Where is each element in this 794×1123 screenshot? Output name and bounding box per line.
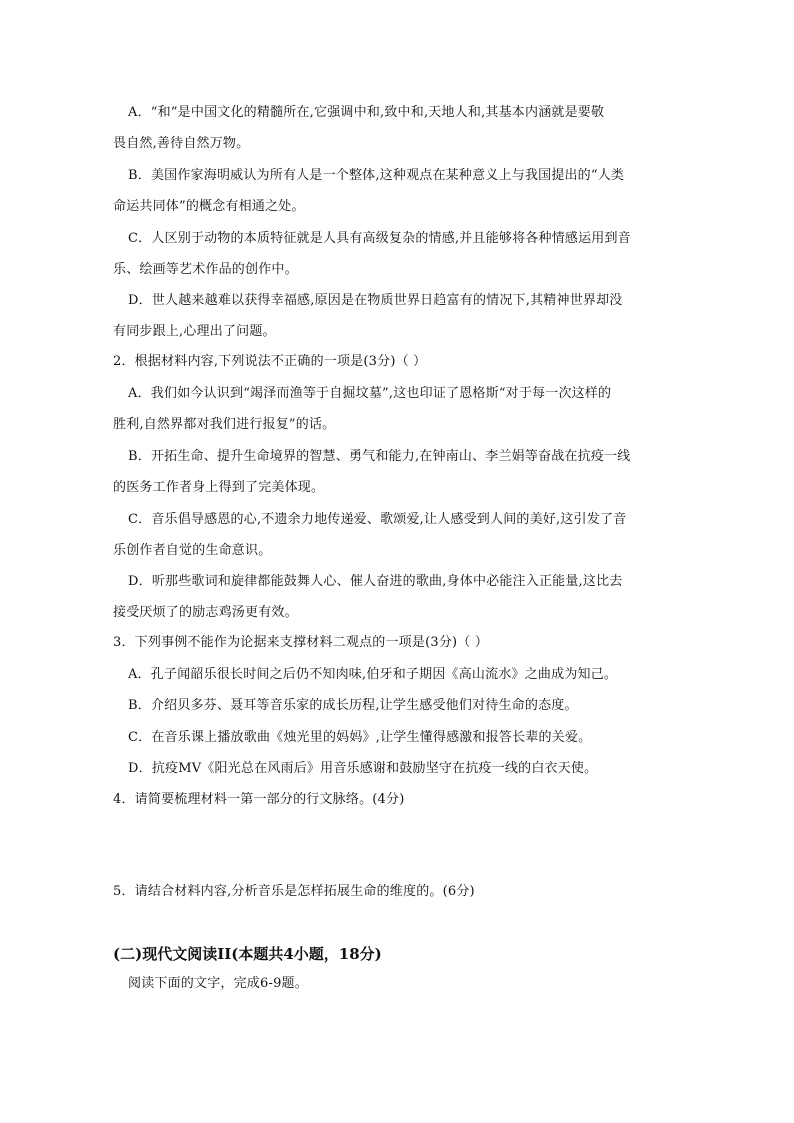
q2-stem: 2．根据材料内容,下列说法不正确的一项是(3分)（ ）	[113, 354, 427, 369]
q3-stem: 3．下列事例不能作为论据来支撑材料二观点的一项是(3分)（ ）	[113, 635, 489, 650]
section-heading: (二)现代文阅读II(本题共4小题，18分)	[113, 945, 382, 963]
q1-option-b-line1: B．美国作家海明威认为所有人是一个整体,这种观点在某种意义上与我国提出的“人类	[128, 168, 625, 183]
q2-option-c-line2: 乐创作者自觉的生命意识。	[113, 543, 272, 558]
q2-option-d-line2: 接受厌烦了的励志鸡汤更有效。	[113, 605, 298, 620]
q4-stem: 4．请简要梳理材料一第一部分的行文脉络。(4分)	[113, 792, 405, 807]
q3-option-c: C．在音乐课上播放歌曲《烛光里的妈妈》,让学生懂得感激和报答长辈的关爱。	[128, 730, 592, 745]
q1-option-d-line1: D．世人越来越难以获得幸福感,原因是在物质世界日趋富有的情况下,其精神世界却没	[128, 293, 623, 308]
q1-option-a-line1: A．“和”是中国文化的精髓所在,它强调中和,致中和,天地人和,其基本内涵就是要敬	[128, 105, 605, 120]
section-instruction: 阅读下面的文字，完成6-9题。	[128, 976, 308, 991]
q1-option-a-line2: 畏自然,善待自然万物。	[113, 136, 250, 151]
q3-option-b: B．介绍贝多芬、聂耳等音乐家的成长历程,让学生感受他们对待生命的态度。	[128, 698, 578, 713]
q2-option-b-line2: 的医务工作者身上得到了完美体现。	[113, 480, 325, 495]
q1-option-d-line2: 有同步跟上,心理出了问题。	[113, 324, 276, 339]
q1-option-c-line2: 乐、绘画等艺术作品的创作中。	[113, 262, 298, 277]
q3-option-a: A．孔子闻韶乐很长时间之后仍不知肉味,伯牙和子期因《高山流水》之曲成为知己。	[128, 667, 618, 682]
q2-option-a-line1: A．我们如今认识到“竭泽而渔等于自掘坟墓”,这也印证了恩格斯“对于每一次这样的	[128, 386, 612, 401]
q2-option-a-line2: 胜利,自然界都对我们进行报复”的话。	[113, 417, 336, 432]
q1-option-b-line2: 命运共同体”的概念有相通之处。	[113, 199, 305, 214]
q2-option-b-line1: B．开拓生命、提升生命境界的智慧、勇气和能力,在钟南山、李兰娟等奋战在抗疫一线	[128, 449, 631, 464]
q2-option-c-line1: C．音乐倡导感恩的心,不遗余力地传递爱、歌颂爱,让人感受到人间的美好,这引发了音	[128, 512, 627, 527]
q2-option-d-line1: D．听那些歌词和旋律都能鼓舞人心、催人奋进的歌曲,身体中必能注入正能量,这比去	[128, 574, 623, 589]
q3-option-d: D．抗疫MV《阳光总在风雨后》用音乐感谢和鼓励坚守在抗疫一线的白衣天使。	[128, 761, 598, 776]
q5-stem: 5．请结合材料内容,分析音乐是怎样拓展生命的维度的。(6分)	[113, 884, 475, 899]
q1-option-c-line1: C．人区别于动物的本质特征就是人具有高级复杂的情感,并且能够将各种情感运用到音	[128, 231, 631, 246]
